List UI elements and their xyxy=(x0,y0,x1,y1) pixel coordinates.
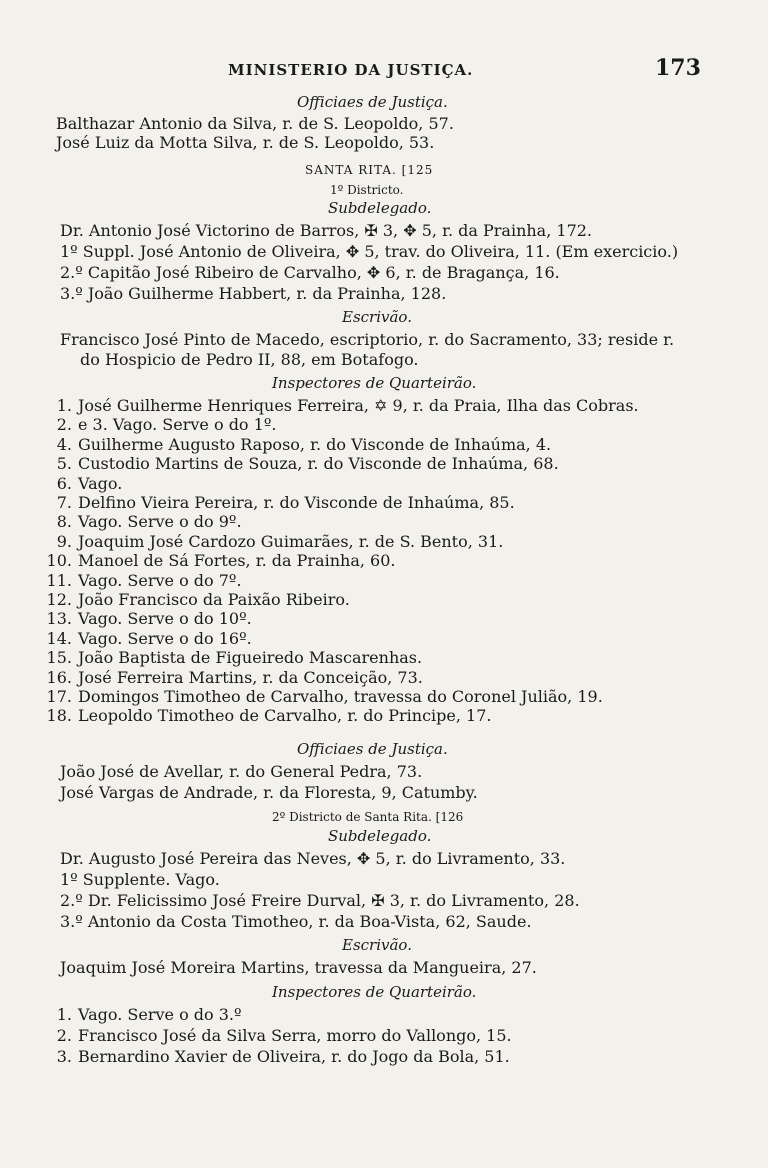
entry-line: 3.º João Guilherme Habbert, r. da Prainha, 128. xyxy=(60,284,447,303)
entry-line: do Hospicio de Pedro II, 88, em Botafogo. xyxy=(80,350,419,369)
entry-text: Vago. Serve o do 7º. xyxy=(78,570,242,590)
inspector-entry xyxy=(42,474,122,494)
entry-line: 2.º Dr. Felicissimo José Freire Durval, ✠ 3, r. do Livramento, 28. xyxy=(60,891,580,910)
inspector-entry xyxy=(42,1047,510,1067)
entry-number: 12. xyxy=(46,590,72,609)
entry-text: Bernardino Xavier de Oliveira, r. do Jogo da Bola, 51. xyxy=(78,1047,510,1066)
entry-text: Domingos Timotheo de Carvalho, travessa do Coronel Julião, 19. xyxy=(78,687,603,706)
inspector-entry xyxy=(42,454,559,474)
section-heading: Inspectores de Quarteirão. xyxy=(272,374,477,392)
entry-number: 1. xyxy=(56,396,72,415)
inspector-entry xyxy=(42,706,492,726)
entry-number: 13. xyxy=(46,609,72,629)
entry-line: José Vargas de Andrade, r. da Floresta, 9, Catumby. xyxy=(60,783,478,802)
entry-text: Custodio Martins de Souza, r. do Visconde de Inhaúma, 68. xyxy=(78,454,559,474)
inspector-entry xyxy=(42,532,503,552)
entry-number: 9. xyxy=(56,531,72,551)
section-heading: Officiaes de Justiça. xyxy=(297,740,448,758)
entry-line: 1º Supplente. Vago. xyxy=(60,870,220,889)
entry-text: Leopoldo Timotheo de Carvalho, r. do Principe, 17. xyxy=(78,706,492,726)
entry-text: João Francisco da Paixão Ribeiro. xyxy=(78,590,350,609)
entry-number: 18. xyxy=(46,706,72,726)
entry-line: Balthazar Antonio da Silva, r. de S. Leopoldo, 57. xyxy=(56,114,454,133)
inspector-entry xyxy=(42,571,242,591)
entry-number: 14. xyxy=(46,628,72,648)
entry-number: 10. xyxy=(46,551,72,571)
entry-line: 1º Suppl. José Antonio de Oliveira, ✥ 5, trav. do Oliveira, 11. (Em exercicio.) xyxy=(60,242,679,261)
entry-text: Vago. Serve o do 3.º xyxy=(78,1005,242,1024)
entry-text: Vago. Serve o do 10º. xyxy=(78,609,252,629)
section-heading: Subdelegado. xyxy=(328,199,432,217)
entry-text: Francisco José da Silva Serra, morro do Vallongo, 15. xyxy=(78,1026,512,1045)
entry-line: Joaquim José Moreira Martins, travessa da Mangueira, 27. xyxy=(60,958,537,977)
inspector-entry xyxy=(42,1026,512,1046)
running-header: MINISTERIO DA JUSTIÇA. xyxy=(228,61,474,79)
entry-number: 6. xyxy=(56,473,72,493)
entry-number: 5. xyxy=(56,454,72,474)
entry-line: 3.º Antonio da Costa Timotheo, r. da Boa-Vista, 62, Saude. xyxy=(60,912,532,931)
entry-number: 7. xyxy=(56,493,72,512)
entry-line: Dr. Antonio José Victorino de Barros, ✠ 3, ✥ 5, r. da Prainha, 172. xyxy=(60,221,593,240)
inspector-entry xyxy=(42,629,252,649)
entry-text: Delfino Vieira Pereira, r. do Visconde de Inhaúma, 85. xyxy=(78,493,515,512)
inspector-entry xyxy=(42,512,242,532)
section-heading: Escrivão. xyxy=(342,936,412,954)
entry-text: e 3. Vago. Serve o do 1º. xyxy=(78,415,277,435)
inspector-entry xyxy=(42,668,423,688)
entry-number: 2. xyxy=(56,1026,72,1045)
district-heading: 2º Districto de Santa Rita. [126 xyxy=(272,810,464,824)
entry-text: Guilherme Augusto Raposo, r. do Visconde de Inhaúma, 4. xyxy=(78,434,552,454)
entry-number: 1. xyxy=(56,1005,72,1024)
inspector-entry xyxy=(42,435,551,455)
entry-line: 2.º Capitão José Ribeiro de Carvalho, ✥ 6, r. de Bragança, 16. xyxy=(60,263,560,282)
inspector-entry xyxy=(42,687,603,707)
entry-number: 4. xyxy=(56,434,72,454)
entry-text: Manoel de Sá Fortes, r. da Prainha, 60. xyxy=(78,551,396,571)
entry-number: 17. xyxy=(46,687,72,706)
inspector-entry xyxy=(42,396,639,416)
entry-text: José Guilherme Henriques Ferreira, ✡ 9, r. da Praia, Ilha das Cobras. xyxy=(78,396,639,415)
section-heading: Officiaes de Justiça. xyxy=(297,93,448,111)
inspector-entry xyxy=(42,415,276,435)
entry-line: Dr. Augusto José Pereira das Neves, ✥ 5, r. do Livramento, 33. xyxy=(60,849,566,868)
entry-number: 11. xyxy=(46,570,72,590)
district-subheading: 1º Districto. xyxy=(330,183,404,197)
entry-number: 16. xyxy=(46,667,72,687)
entry-line: Francisco José Pinto de Macedo, escriptorio, r. do Sacramento, 33; reside r. xyxy=(60,330,675,349)
entry-text: Joaquim José Cardozo Guimarães, r. de S. Bento, 31. xyxy=(78,531,504,551)
entry-line: João José de Avellar, r. do General Pedra, 73. xyxy=(60,762,423,781)
inspector-entry xyxy=(42,493,515,513)
district-heading: SANTA RITA. [125 xyxy=(305,163,434,177)
entry-text: Vago. Serve o do 9º. xyxy=(78,512,242,532)
entry-number: 3. xyxy=(56,1047,72,1066)
entry-text: José Ferreira Martins, r. da Conceição, 73. xyxy=(78,667,423,687)
entry-number: 15. xyxy=(46,648,72,668)
inspector-entry xyxy=(42,1005,242,1025)
entry-text: Vago. Serve o do 16º. xyxy=(78,628,252,648)
section-heading: Inspectores de Quarteirão. xyxy=(272,983,477,1001)
page-number: 173 xyxy=(655,55,701,81)
inspector-entry xyxy=(42,609,252,629)
entry-line: José Luiz da Motta Silva, r. de S. Leopoldo, 53. xyxy=(56,133,435,152)
entry-text: Vago. xyxy=(78,473,123,493)
section-heading: Subdelegado. xyxy=(328,827,432,845)
entry-text: João Baptista de Figueiredo Mascarenhas. xyxy=(78,648,423,668)
inspector-entry xyxy=(42,551,395,571)
entry-number: 8. xyxy=(56,512,72,532)
inspector-entry xyxy=(42,590,350,610)
section-heading: Escrivão. xyxy=(342,308,412,326)
inspector-entry xyxy=(42,648,422,668)
entry-number: 2. xyxy=(56,415,72,435)
